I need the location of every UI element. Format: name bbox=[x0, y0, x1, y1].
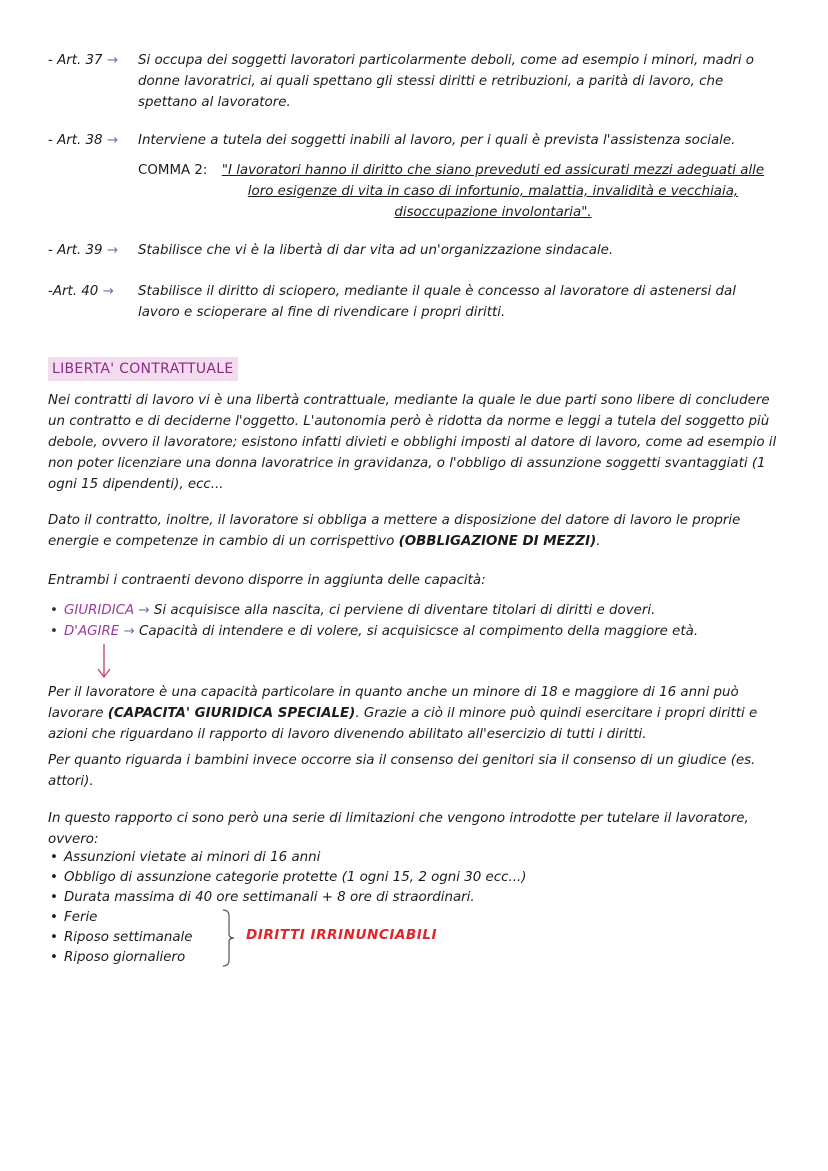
obligation-term: (OBBLIGAZIONE DI MEZZI) bbox=[398, 534, 597, 549]
article-label: - Art. 37 bbox=[48, 53, 103, 68]
capacity-term: D'AGIRE bbox=[64, 624, 120, 639]
article-text: Si occupa dei soggetti lavoratori particolarmente deboli, come ad esempio i minori, madri o donne lavoratrici, ai quali spettano gli stessi diritti e retribuzioni, a parità di lavoro, che spettano al lavoratore. bbox=[138, 53, 754, 110]
article-text: Stabilisce che vi è la libertà di dar vita ad un'organizzazione sindacale. bbox=[138, 243, 614, 258]
article-38 bbox=[48, 130, 788, 152]
bullet-icon: • bbox=[50, 890, 58, 905]
arrow-right-icon: → bbox=[138, 603, 150, 618]
limitation-item: • Ferie bbox=[50, 908, 97, 928]
article-40 bbox=[48, 281, 788, 325]
bullet-icon: • bbox=[50, 910, 58, 925]
article-text: Interviene a tutela dei soggetti inabili al lavoro, per i quali è prevista l'assistenza sociale. bbox=[138, 133, 736, 148]
limitation-item: • Riposo giornaliero bbox=[50, 948, 185, 968]
special-capacity-term: (CAPACITA' GIURIDICA SPECIALE) bbox=[107, 706, 356, 721]
bullet-icon: • bbox=[50, 930, 58, 945]
limitation-item: • Durata massima di 40 ore settimanali + 8 ore di straordinari. bbox=[50, 888, 475, 908]
arrow-right-icon: → bbox=[123, 624, 135, 639]
brace-icon bbox=[222, 908, 236, 968]
capacity-term: GIURIDICA bbox=[64, 603, 135, 618]
article-text: Stabilisce il diritto di sciopero, mediante il quale è concesso al lavoratore di astenersi dal lavoro e scioperare al fine di rivendicare i propri diritti. bbox=[138, 284, 736, 320]
arrow-right-icon: → bbox=[106, 53, 119, 68]
paragraph-obligation: Dato il contratto, inoltre, il lavoratore si obbliga a mettere a disposizione del datore di lavoro le proprie energie e competenze in cambio di un corrispettivo (OBBLIGAZIONE DI MEZZI). bbox=[48, 513, 741, 549]
paragraph-capacities-intro: Entrambi i contraenti devono disporre in aggiunta delle capacità: bbox=[48, 573, 486, 588]
arrow-right-icon: → bbox=[102, 284, 114, 299]
limitation-item: • Riposo settimanale bbox=[50, 928, 192, 948]
arrow-right-icon: → bbox=[106, 133, 119, 148]
limitation-item: • Obbligo di assunzione categorie protette (1 ogni 15, 2 ogni 30 ecc...) bbox=[50, 868, 527, 888]
capacity-item bbox=[50, 621, 698, 642]
article-label: - Art. 39 bbox=[48, 243, 103, 258]
article-label: -Art. 40 bbox=[48, 284, 99, 299]
comma-label: COMMA 2: bbox=[138, 163, 208, 178]
bullet-icon: • bbox=[50, 603, 58, 618]
bullet-icon: • bbox=[50, 850, 58, 865]
arrow-right-icon: → bbox=[106, 243, 119, 258]
paragraph-limitations-intro: In questo rapporto ci sono però una serie di limitazioni che vengono introdotte per tutelare il lavoratore, ovvero: bbox=[48, 811, 749, 847]
paragraph-contract-freedom: Nei contratti di lavoro vi è una libertà contrattuale, mediante la quale le due parti sono libere di concludere un contratto e di deciderne l'oggetto. L'autonomia però è ridotta da norme e leggi a tutela del soggetto più debole, ovvero il lavoratore; esistono infatti divieti e obblighi imposti al datore di lavoro, come ad esempio il non poter licenziare una donna lavoratrice in gravidanza, o l'obbligo di assunzione soggetti svantaggiati (1 ogni 15 dipendenti), ecc... bbox=[48, 393, 777, 492]
capacity-desc: Si acquisisce alla nascita, ci perviene di diventare titolari di diritti e doveri. bbox=[153, 603, 656, 618]
section-title: LIBERTA' CONTRATTUALE bbox=[48, 357, 238, 381]
comma-text: "I lavoratori hanno il diritto che siano preveduti ed assicurati mezzi adeguati alle loro esigenze di vita in caso di infortunio, malattia, invalidità e vecchiaia, disoccupazione involontaria". bbox=[221, 163, 765, 220]
paragraph-children: Per quanto riguarda i bambini invece occorre sia il consenso dei genitori sia il consenso di un giudice (es. attori). bbox=[48, 753, 756, 789]
article-label: - Art. 38 bbox=[48, 133, 103, 148]
limitation-item: • Assunzioni vietate ai minori di 16 anni bbox=[50, 848, 320, 868]
article-39 bbox=[48, 240, 788, 262]
rights-label: DIRITTI IRRINUNCIABILI bbox=[246, 927, 438, 943]
bullet-icon: • bbox=[50, 950, 58, 965]
bullet-icon: • bbox=[50, 624, 58, 639]
capacity-item bbox=[50, 600, 655, 621]
paragraph-special-capacity: Per il lavoratore è una capacità particolare in quanto anche un minore di 18 e maggiore di 16 anni può lavorare (CAPACITA' GIURIDICA SPECIALE). Grazie a ciò il minore può quindi esercitare i propri diritti e azioni che riguardano il rapporto di lavoro divenendo abilitato all'esercizio di tutti i diritti. bbox=[48, 685, 758, 742]
arrow-down-icon bbox=[95, 643, 113, 679]
bullet-icon: • bbox=[50, 870, 58, 885]
capacity-desc: Capacità di intendere e di volere, si acquisicsce al compimento della maggiore età. bbox=[139, 624, 699, 639]
article-37 bbox=[48, 50, 788, 114]
